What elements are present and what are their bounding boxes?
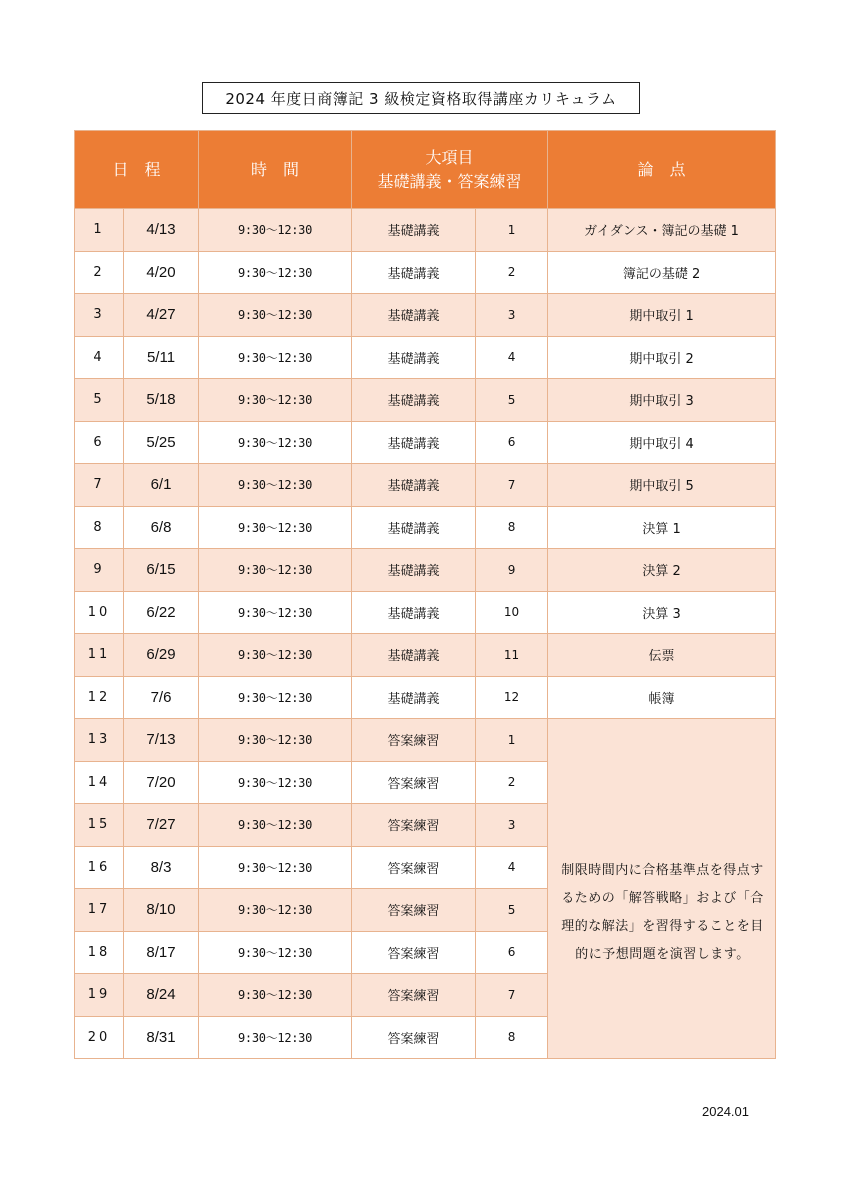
- item-number-cell: 5: [476, 889, 548, 932]
- time-cell: 9:30〜12:30: [199, 761, 352, 804]
- category-cell: 基礎講義: [352, 634, 476, 677]
- topic-cell: 決算 1: [548, 506, 776, 549]
- item-number-cell: 4: [476, 846, 548, 889]
- item-number-cell: 4: [476, 336, 548, 379]
- item-number-cell: 2: [476, 251, 548, 294]
- time-cell: 9:30〜12:30: [199, 889, 352, 932]
- category-cell: 基礎講義: [352, 379, 476, 422]
- session-number-cell: 18: [75, 931, 124, 974]
- session-number-cell: 12: [75, 676, 124, 719]
- table-row: [75, 209, 776, 252]
- session-number-cell: 19: [75, 974, 124, 1017]
- item-number-cell: 1: [476, 719, 548, 762]
- category-cell: 答案練習: [352, 889, 476, 932]
- table-row: [75, 294, 776, 337]
- curriculum-table: [74, 130, 776, 1059]
- time-cell: 9:30〜12:30: [199, 336, 352, 379]
- topic-cell: 簿記の基礎 2: [548, 251, 776, 294]
- date-cell: 7/20: [124, 761, 199, 804]
- category-cell: 基礎講義: [352, 591, 476, 634]
- document-title-box: [202, 82, 640, 114]
- time-cell: 9:30〜12:30: [199, 634, 352, 677]
- session-number-cell: 4: [75, 336, 124, 379]
- table-row: [75, 336, 776, 379]
- table-row: [75, 506, 776, 549]
- session-number-cell: 17: [75, 889, 124, 932]
- category-cell: 答案練習: [352, 931, 476, 974]
- item-number-cell: 3: [476, 804, 548, 847]
- session-number-cell: 15: [75, 804, 124, 847]
- category-cell: 基礎講義: [352, 209, 476, 252]
- date-cell: 8/10: [124, 889, 199, 932]
- item-number-cell: 3: [476, 294, 548, 337]
- category-cell: 基礎講義: [352, 294, 476, 337]
- date-cell: 8/24: [124, 974, 199, 1017]
- category-cell: 基礎講義: [352, 336, 476, 379]
- session-number-cell: 5: [75, 379, 124, 422]
- item-number-cell: 6: [476, 931, 548, 974]
- session-number-cell: 8: [75, 506, 124, 549]
- header-schedule: 日 程: [75, 131, 199, 209]
- item-number-cell: 10: [476, 591, 548, 634]
- session-number-cell: 9: [75, 549, 124, 592]
- category-cell: 基礎講義: [352, 464, 476, 507]
- item-number-cell: 5: [476, 379, 548, 422]
- session-number-cell: 11: [75, 634, 124, 677]
- session-number-cell: 1: [75, 209, 124, 252]
- category-cell: 基礎講義: [352, 549, 476, 592]
- time-cell: 9:30〜12:30: [199, 931, 352, 974]
- table-header-row: [75, 131, 776, 209]
- topic-cell: 期中取引 2: [548, 336, 776, 379]
- session-number-cell: 3: [75, 294, 124, 337]
- topic-cell: 期中取引 4: [548, 421, 776, 464]
- time-cell: 9:30〜12:30: [199, 846, 352, 889]
- date-cell: 8/31: [124, 1016, 199, 1059]
- time-cell: 9:30〜12:30: [199, 251, 352, 294]
- category-cell: 答案練習: [352, 846, 476, 889]
- topic-cell: 伝票: [548, 634, 776, 677]
- category-cell: 基礎講義: [352, 676, 476, 719]
- time-cell: 9:30〜12:30: [199, 591, 352, 634]
- table-row: [75, 634, 776, 677]
- date-cell: 5/11: [124, 336, 199, 379]
- date-cell: 5/18: [124, 379, 199, 422]
- time-cell: 9:30〜12:30: [199, 294, 352, 337]
- session-number-cell: 7: [75, 464, 124, 507]
- table-row: [75, 676, 776, 719]
- time-cell: 9:30〜12:30: [199, 676, 352, 719]
- topic-cell: ガイダンス・簿記の基礎 1: [548, 209, 776, 252]
- practice-description-cell: [548, 719, 776, 1059]
- category-cell: 基礎講義: [352, 251, 476, 294]
- time-cell: 9:30〜12:30: [199, 804, 352, 847]
- date-cell: 7/27: [124, 804, 199, 847]
- session-number-cell: 13: [75, 719, 124, 762]
- item-number-cell: 7: [476, 974, 548, 1017]
- item-number-cell: 9: [476, 549, 548, 592]
- session-number-cell: 16: [75, 846, 124, 889]
- header-category-line2: 基礎講義・答案練習: [377, 171, 522, 191]
- footer-date: 2024.01: [702, 1104, 749, 1119]
- time-cell: 9:30〜12:30: [199, 549, 352, 592]
- date-cell: 7/13: [124, 719, 199, 762]
- date-cell: 4/27: [124, 294, 199, 337]
- date-cell: 6/1: [124, 464, 199, 507]
- topic-cell: 決算 3: [548, 591, 776, 634]
- session-number-cell: 14: [75, 761, 124, 804]
- date-cell: 8/3: [124, 846, 199, 889]
- item-number-cell: 1: [476, 209, 548, 252]
- date-cell: 6/29: [124, 634, 199, 677]
- time-cell: 9:30〜12:30: [199, 379, 352, 422]
- topic-cell: 期中取引 1: [548, 294, 776, 337]
- category-cell: 答案練習: [352, 1016, 476, 1059]
- table-row: [75, 421, 776, 464]
- table-row: [75, 591, 776, 634]
- curriculum-body: [75, 209, 776, 1059]
- date-cell: 8/17: [124, 931, 199, 974]
- category-cell: 答案練習: [352, 804, 476, 847]
- category-cell: 基礎講義: [352, 421, 476, 464]
- practice-description: 制限時間内に合格基準点を得点するための「解答戦略」および「合理的な解法」を習得することを目的に予想問題を演習します。: [561, 862, 764, 962]
- table-row: [75, 251, 776, 294]
- time-cell: 9:30〜12:30: [199, 719, 352, 762]
- topic-cell: 期中取引 3: [548, 379, 776, 422]
- topic-cell: 決算 2: [548, 549, 776, 592]
- item-number-cell: 2: [476, 761, 548, 804]
- date-cell: 7/6: [124, 676, 199, 719]
- date-cell: 6/22: [124, 591, 199, 634]
- item-number-cell: 6: [476, 421, 548, 464]
- header-time: 時 間: [199, 131, 352, 209]
- topic-cell: 帳簿: [548, 676, 776, 719]
- date-cell: 5/25: [124, 421, 199, 464]
- date-cell: 4/13: [124, 209, 199, 252]
- time-cell: 9:30〜12:30: [199, 974, 352, 1017]
- topic-cell: 期中取引 5: [548, 464, 776, 507]
- session-number-cell: 2: [75, 251, 124, 294]
- table-row: [75, 549, 776, 592]
- time-cell: 9:30〜12:30: [199, 506, 352, 549]
- category-cell: 基礎講義: [352, 506, 476, 549]
- table-row: [75, 719, 776, 762]
- category-cell: 答案練習: [352, 719, 476, 762]
- item-number-cell: 8: [476, 506, 548, 549]
- item-number-cell: 12: [476, 676, 548, 719]
- item-number-cell: 7: [476, 464, 548, 507]
- session-number-cell: 6: [75, 421, 124, 464]
- date-cell: 6/8: [124, 506, 199, 549]
- header-category-line1: 大項目: [425, 148, 474, 168]
- header-category: [352, 131, 548, 209]
- item-number-cell: 11: [476, 634, 548, 677]
- table-row: [75, 464, 776, 507]
- session-number-cell: 10: [75, 591, 124, 634]
- session-number-cell: 20: [75, 1016, 124, 1059]
- date-cell: 4/20: [124, 251, 199, 294]
- time-cell: 9:30〜12:30: [199, 464, 352, 507]
- time-cell: 9:30〜12:30: [199, 1016, 352, 1059]
- date-cell: 6/15: [124, 549, 199, 592]
- time-cell: 9:30〜12:30: [199, 209, 352, 252]
- table-row: [75, 379, 776, 422]
- item-number-cell: 8: [476, 1016, 548, 1059]
- document-title: 2024 年度日商簿記 3 級検定資格取得講座カリキュラム: [225, 89, 617, 108]
- time-cell: 9:30〜12:30: [199, 421, 352, 464]
- category-cell: 答案練習: [352, 974, 476, 1017]
- header-topic: 論 点: [548, 131, 776, 209]
- category-cell: 答案練習: [352, 761, 476, 804]
